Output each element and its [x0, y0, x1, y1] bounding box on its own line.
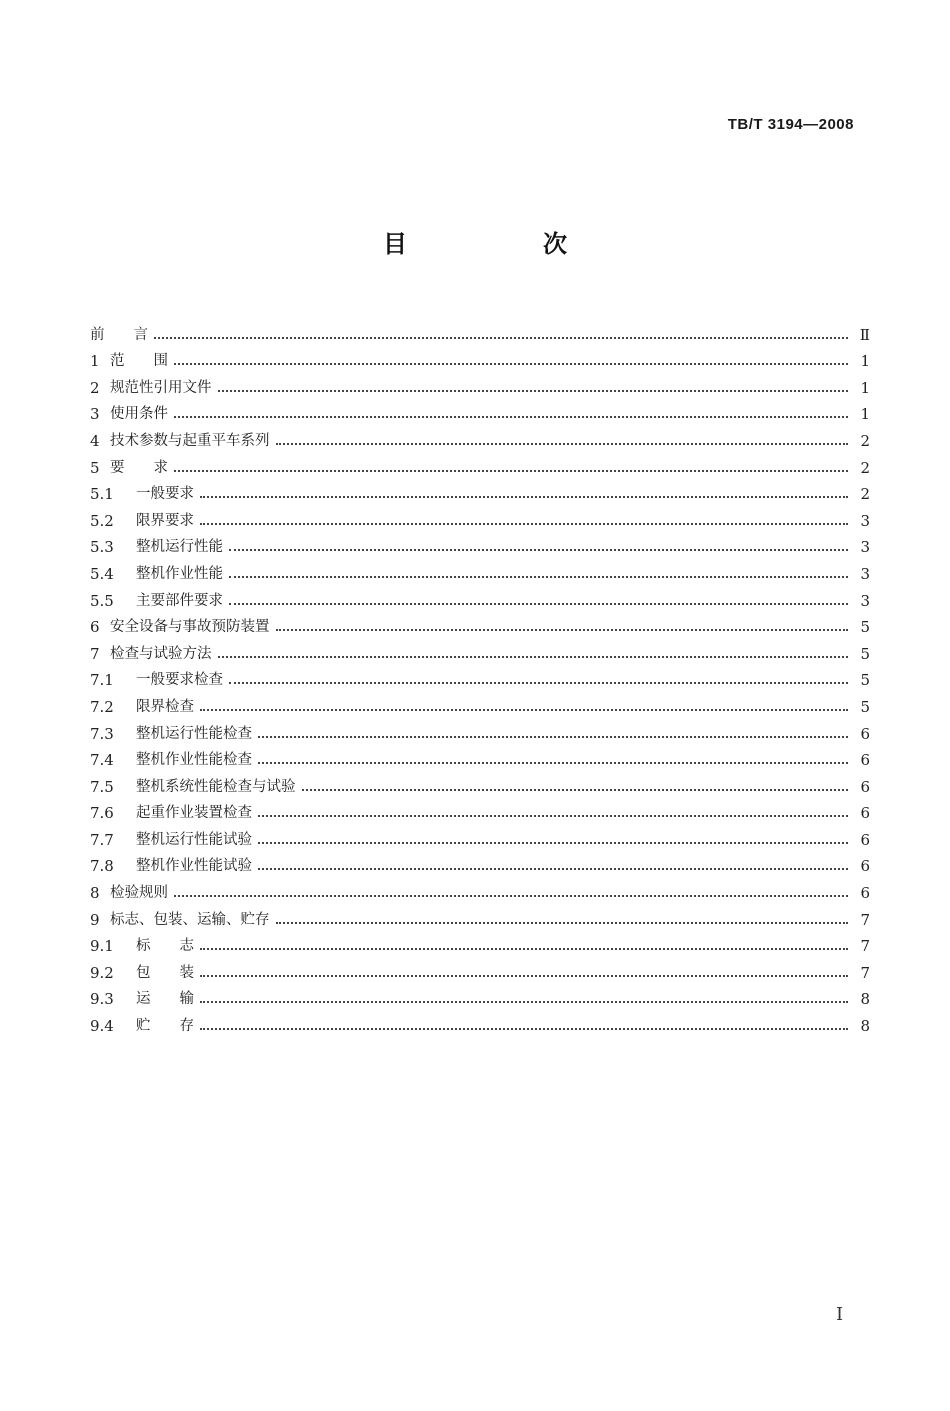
toc-entry-label: 检查与试验方法 [110, 645, 212, 662]
toc-entry-number: 7.2 [90, 697, 114, 716]
toc-entry-label: 标 志 [136, 938, 194, 955]
toc-entry-number: 6 [90, 618, 100, 637]
toc-entry-number: 2 [90, 378, 100, 397]
toc-dot-leader [258, 736, 848, 738]
toc-entry-page: 1 [860, 352, 870, 371]
toc-entry-number: 7 [90, 644, 100, 663]
toc-dot-leader [200, 523, 848, 525]
toc-dot-leader [174, 363, 848, 365]
toc-entry-number: 9.1 [90, 937, 114, 956]
toc-entry-page: 5 [860, 644, 870, 663]
toc-entry[interactable] [90, 557, 870, 584]
toc-dot-leader [258, 762, 848, 764]
toc-entry-page: 6 [860, 751, 870, 770]
toc-entry-number: 5.2 [90, 511, 114, 530]
toc-entry-label: 前 言 [90, 326, 148, 343]
toc-entry-page: 6 [860, 777, 870, 796]
toc-entry-label: 技术参数与起重平车系列 [110, 432, 270, 449]
toc-dot-leader [200, 975, 848, 977]
toc-entry-page: 2 [860, 458, 870, 477]
toc-entry-number: 5.1 [90, 485, 114, 504]
toc-dot-leader [302, 789, 849, 791]
toc-entry[interactable] [90, 876, 870, 903]
toc-entry-page: 6 [860, 857, 870, 876]
toc-dot-leader [174, 470, 848, 472]
toc-entry-label: 整机运行性能试验 [136, 831, 252, 848]
toc-entry-page: 5 [860, 697, 870, 716]
toc-entry-label: 规范性引用文件 [110, 379, 212, 396]
toc-entry-number: 7.7 [90, 830, 114, 849]
toc-entry-label: 一般要求检查 [136, 672, 223, 689]
toc-entry-number: 7.8 [90, 857, 114, 876]
toc-entry-page: 3 [860, 538, 870, 557]
toc-entry[interactable] [90, 424, 870, 451]
toc-entry-label: 包 装 [136, 964, 194, 981]
toc-entry-page: 1 [860, 378, 870, 397]
toc-entry-label: 使用条件 [110, 406, 168, 423]
toc-dot-leader [276, 443, 849, 445]
toc-entry-label: 贮 存 [136, 1018, 194, 1035]
toc-entry-number: 9.2 [90, 963, 114, 982]
toc-entry[interactable] [90, 611, 870, 638]
toc-entry-number: 9.4 [90, 1017, 114, 1036]
toc-entry[interactable] [90, 531, 870, 558]
toc-entry-page: 5 [860, 618, 870, 637]
toc-entry-page: 5 [860, 671, 870, 690]
toc-entry[interactable] [90, 744, 870, 771]
toc-entry-number: 9.3 [90, 990, 114, 1009]
toc-entry-label: 安全设备与事故预防装置 [110, 619, 270, 636]
toc-entry-label: 范 围 [110, 353, 168, 370]
toc-entry[interactable] [90, 318, 870, 345]
toc-entry-label: 整机系统性能检查与试验 [136, 778, 296, 795]
toc-entry-number: 5.5 [90, 591, 114, 610]
toc-entry[interactable] [90, 850, 870, 877]
toc-entry[interactable] [90, 983, 870, 1010]
toc-dot-leader [276, 629, 849, 631]
toc-entry-number: 7.6 [90, 804, 114, 823]
toc-dot-leader [174, 895, 848, 897]
toc-entry[interactable] [90, 797, 870, 824]
toc-entry-label: 限界要求 [136, 512, 194, 529]
toc-dot-leader [200, 709, 848, 711]
toc-entry-number: 1 [90, 352, 100, 371]
toc-entry-number: 9 [90, 910, 100, 929]
toc-dot-leader [200, 1028, 848, 1030]
toc-entry[interactable] [90, 478, 870, 505]
toc-entry-page: 8 [860, 1017, 870, 1036]
toc-entry-number: 3 [90, 405, 100, 424]
toc-entry[interactable] [90, 398, 870, 425]
toc-entry[interactable] [90, 345, 870, 372]
toc-entry[interactable] [90, 770, 870, 797]
toc-entry[interactable] [90, 584, 870, 611]
toc-entry-number: 5 [90, 458, 100, 477]
toc-entry-page: Ⅱ [859, 325, 870, 344]
toc-entry[interactable] [90, 690, 870, 717]
toc-dot-leader [200, 948, 848, 950]
toc-entry-number: 7.5 [90, 777, 114, 796]
toc-entry-label: 主要部件要求 [136, 592, 223, 609]
toc-entry[interactable] [90, 504, 870, 531]
toc-entry-page: 3 [860, 511, 870, 530]
toc-entry[interactable] [90, 956, 870, 983]
toc-entry-page: 6 [860, 884, 870, 903]
toc-entry-page: 7 [860, 937, 870, 956]
toc-entry[interactable] [90, 637, 870, 664]
toc-entry-label: 检验规则 [110, 885, 168, 902]
toc-entry-label: 一般要求 [136, 486, 194, 503]
toc-entry-label: 整机运行性能检查 [136, 725, 252, 742]
toc-dot-leader [154, 337, 848, 339]
toc-dot-leader [229, 576, 848, 578]
toc-entry-number: 8 [90, 884, 100, 903]
page-title: 目 次 [383, 230, 623, 258]
toc-dot-leader [258, 868, 848, 870]
toc-entry-label: 整机作业性能试验 [136, 858, 252, 875]
toc-entry[interactable] [90, 664, 870, 691]
toc-entry-page: 6 [860, 830, 870, 849]
toc-entry[interactable] [90, 930, 870, 957]
toc-dot-leader [258, 842, 848, 844]
toc-dot-leader [200, 1001, 848, 1003]
toc-entry-label: 整机运行性能 [136, 539, 223, 556]
toc-entry-label: 标志、包装、运输、贮存 [110, 911, 270, 928]
toc-entry[interactable] [90, 717, 870, 744]
toc-entry-number: 4 [90, 431, 100, 450]
toc-dot-leader [276, 922, 849, 924]
toc-entry[interactable] [90, 1009, 870, 1036]
table-of-contents [90, 318, 870, 1036]
toc-entry[interactable] [90, 371, 870, 398]
toc-dot-leader [174, 416, 848, 418]
toc-entry-number: 5.4 [90, 564, 114, 583]
toc-entry-page: 7 [860, 963, 870, 982]
toc-entry-number: 7.4 [90, 751, 114, 770]
toc-dot-leader [218, 390, 849, 392]
toc-entry-label: 整机作业性能 [136, 565, 223, 582]
toc-entry-label: 运 输 [136, 991, 194, 1008]
toc-entry-number: 5.3 [90, 538, 114, 557]
toc-entry-page: 2 [860, 431, 870, 450]
toc-dot-leader [200, 496, 848, 498]
toc-entry-label: 起重作业装置检查 [136, 805, 252, 822]
toc-entry-page: 2 [860, 485, 870, 504]
toc-dot-leader [229, 603, 848, 605]
page-number: I [836, 1304, 844, 1325]
toc-entry-page: 3 [860, 564, 870, 583]
toc-dot-leader [258, 815, 848, 817]
toc-entry-page: 1 [860, 405, 870, 424]
toc-entry[interactable] [90, 903, 870, 930]
toc-dot-leader [218, 656, 849, 658]
toc-entry-page: 3 [860, 591, 870, 610]
toc-entry-label: 整机作业性能检查 [136, 752, 252, 769]
toc-entry-number: 7.1 [90, 671, 114, 690]
toc-dot-leader [229, 682, 848, 684]
toc-entry-page: 7 [860, 910, 870, 929]
standard-code: TB/T 3194—2008 [727, 116, 854, 133]
toc-entry[interactable] [90, 451, 870, 478]
toc-entry[interactable] [90, 823, 870, 850]
toc-entry-page: 6 [860, 724, 870, 743]
toc-entry-number: 7.3 [90, 724, 114, 743]
toc-entry-label: 要 求 [110, 459, 168, 476]
toc-entry-page: 8 [860, 990, 870, 1009]
toc-entry-label: 限界检查 [136, 698, 194, 715]
toc-entry-page: 6 [860, 804, 870, 823]
toc-dot-leader [229, 549, 848, 551]
